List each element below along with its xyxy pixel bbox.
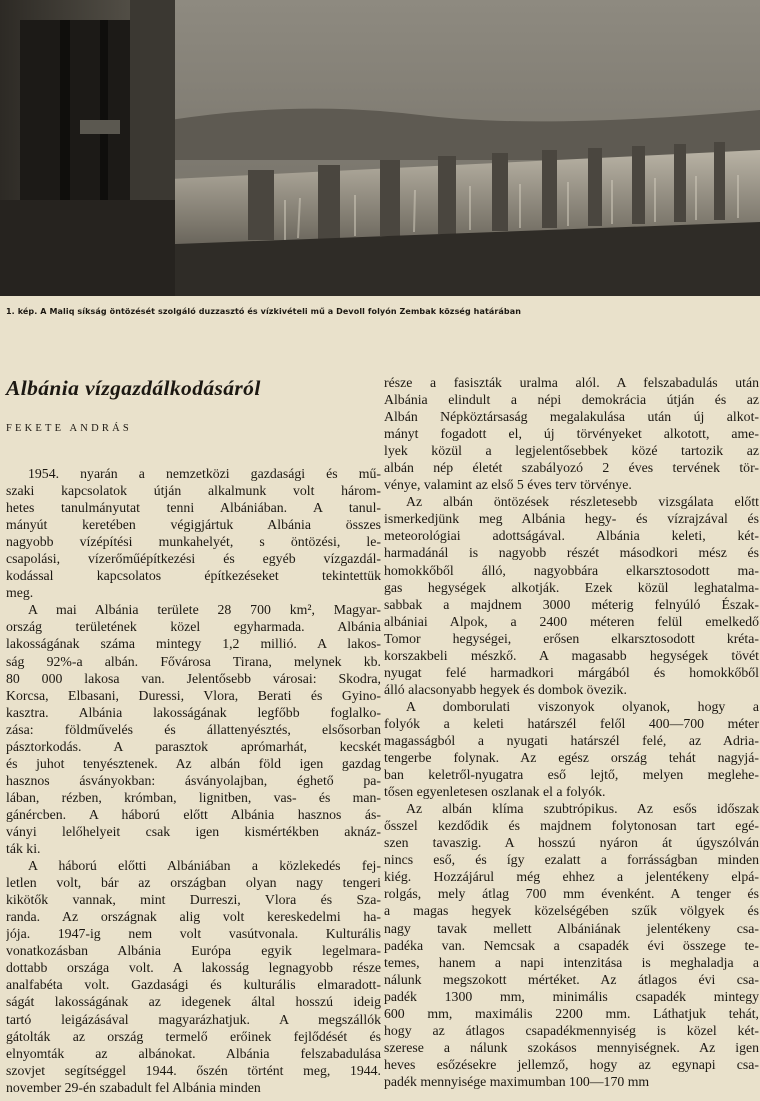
- text-line: mányút keretében végigjártuk Albánia összes: [6, 517, 381, 533]
- dam-photo: [0, 0, 760, 296]
- text-line: gas hegységek alkotják. Ezek közül leghatalma-: [384, 579, 759, 595]
- text-line: analfabéta volt. Gazdasági és kulturális elmaradott-: [6, 977, 381, 993]
- text-line: 600 mm, maximális 2200 mm. Láthatjuk tehát,: [384, 1005, 759, 1021]
- text-line: tősen egyenletesen oszlanak el a folyók.: [384, 784, 606, 800]
- paragraph: [384, 374, 759, 493]
- text-line: tartó leigázásával magyarázhatjuk. A megszállók: [6, 1011, 381, 1027]
- text-line: dottabb országa volt. A lakosság legnagyobb része: [6, 960, 381, 976]
- text-line: kodással kapcsolatos építkezéseket tekintettük: [6, 568, 381, 584]
- text-line: kikötők vannak, mint Durreszi, Vlora és Sza-: [6, 892, 381, 908]
- text-line: álló alacsonyabb hegyek és dombok övezik.: [384, 681, 627, 697]
- text-line: szen tavaszig. A hosszú nyáron át úgyszólván: [384, 835, 759, 851]
- text-line: és juhot tenyésztenek. Az albán föld igen gazdag: [6, 755, 381, 771]
- text-line: nincs eső, és így ezalatt a forrásságban minden: [384, 852, 759, 868]
- text-line: nyugat felé harmadkori márgából és homokkőből: [384, 664, 759, 680]
- text-line: homokkőből álló, nagyobbára elkarsztosodott ma-: [384, 562, 759, 578]
- text-line: magasságból a nyugati határszél felé, az Adria-: [384, 732, 759, 748]
- text-line: ismerkedjünk meg Albánia hegy- és vízrajzával és: [384, 511, 759, 527]
- text-line: gánércben. A háború előtt Albánia hasznos ás-: [6, 806, 381, 822]
- text-line: albániai Alpok, a 2400 méteren felül emelkedő: [384, 613, 759, 629]
- text-line: rolgás, mely átlag 700 mm évenként. A tenger és: [384, 886, 759, 902]
- text-line: albán nép életét szabályozó 2 éves tervének tör-: [384, 460, 759, 476]
- text-line: szovjet segítséggel 1944. őszén történt meg, 1944.: [6, 1062, 381, 1078]
- text-line: nagyobb vízépítési munkahelyét, s öntözési, le-: [6, 534, 381, 550]
- paragraph: [384, 800, 759, 1090]
- paragraph: [6, 465, 381, 601]
- text-line: lakosságának száma mintegy 1,2 millió. A lakos-: [6, 636, 381, 652]
- text-line: csapolási, vízerőműépítkezési és egyéb vízgazdál-: [6, 551, 381, 567]
- text-line: nagy tavak mellett Albániának jelentékeny csa-: [384, 920, 759, 936]
- paragraph: [6, 601, 381, 857]
- text-line: meteorológiai adottságával. Albánia keleti, két-: [384, 528, 759, 544]
- text-line: lyek közül a legjelentősebbek közé tartozik az: [384, 443, 759, 459]
- text-line: ták ki.: [6, 841, 41, 857]
- text-line: randa. Az országnak alig volt kereskedelmi ha-: [6, 909, 381, 925]
- text-line: vénye, valamint az első 5 éves terv törvénye.: [384, 477, 632, 493]
- text-line: jója. 1947-ig nem volt vasútvonala. Kulturális: [6, 926, 381, 942]
- text-line: padék 1300 mm, minimális csapadék mintegy: [384, 988, 759, 1004]
- text-line: A háború előtti Albániában a közlekedés fej-: [28, 858, 381, 874]
- text-line: Albánia elindult a népi demokrácia útján és az: [384, 392, 759, 408]
- text-line: ország területének közel egyharmada. Albánia: [6, 619, 381, 635]
- article-title: Albánia vízgazdálkodásáról: [6, 376, 261, 400]
- text-line: 1954. nyarán a nemzetközi gazdasági és mű-: [28, 466, 381, 481]
- text-line: vonatkozásban Albánia Európa egyik legelmara-: [6, 943, 381, 959]
- text-line: szerese a nálunk szokásos mennyiségnek. Az igen: [384, 1039, 759, 1055]
- text-line: szaki kapcsolatok útján alkalmunk volt három-: [6, 483, 381, 499]
- text-line: Albán Népköztársaság megalakulása után új alkot-: [384, 409, 759, 425]
- text-line: ság 92%-a albán. Fővárosa Tirana, melynek kb.: [6, 653, 381, 669]
- text-line: folyók a keleti határszél felől 400—700 méter: [384, 715, 759, 731]
- text-line: lában, rézben, krómban, lignitben, vas- és man-: [6, 789, 381, 805]
- text-line: Az albán öntözések részletesebb vizsgálata előtt: [406, 494, 759, 510]
- text-line: tengerbe folynak. Az egész ország tehát nagyjá-: [384, 750, 759, 766]
- text-line: a magas hegyek közelségében szűk völgyek és: [384, 903, 759, 919]
- text-line: harmadánál is nagyobb részét másodkori mész és: [384, 545, 759, 561]
- text-line: padéka van. Nemcsak a csapadék évi összege te-: [384, 937, 759, 953]
- text-line: november 29-én szabadult fel Albánia minden: [6, 1079, 261, 1095]
- text-line: kasztra. Albánia lakosságának legfőbb foglalko-: [6, 704, 381, 720]
- text-line: nálunk megszokott mértéket. Az átlagos évi csa-: [384, 971, 759, 987]
- text-line: pásztorkodás. A parasztok aprómarhát, kecskét: [6, 738, 381, 754]
- right-column: [384, 374, 759, 1090]
- text-line: ban keletről-nyugatra eső lejtő, melyen meglehe-: [384, 767, 759, 783]
- paragraph: [384, 698, 759, 800]
- text-line: ságát lakosságának az idegenek által hosszú ideig: [6, 994, 381, 1010]
- article-author: FEKETE ANDRÁS: [6, 423, 132, 434]
- text-line: Tomor hegységei, erősen elkarsztosodott kréta-: [384, 630, 759, 646]
- text-line: elnyomták az albánokat. Albánia felszabadulása: [6, 1045, 381, 1061]
- text-line: hasznos ásványokban: ásványolajban, éghető pa-: [6, 772, 381, 788]
- left-column: [6, 465, 381, 1096]
- text-line: padék mennyisége maximumban 100—170 mm: [384, 1073, 650, 1089]
- figure-caption: 1. kép. A Maliq síkság öntözését szolgáló duzzasztó és vízkivételi mű a Devoll folyón Zembak község határában: [6, 307, 522, 316]
- paragraph: [384, 493, 759, 698]
- paragraph: [6, 857, 381, 1096]
- text-line: ványi lelőhelyeit csak igen kismértékben aknáz-: [6, 823, 381, 839]
- text-line: ősszel kezdődik és majdnem folytonosan tart egé-: [384, 818, 759, 834]
- text-line: mányt fogadott el, új törvényeket alkotott, ame-: [384, 426, 759, 442]
- text-line: 80 000 lakosa van. Jelentősebb városai: Skodra,: [6, 670, 381, 686]
- text-line: temes, hanem a napi intenzitása is meghaladja a: [384, 954, 759, 970]
- text-line: zása: földművelés és állattenyésztés, elsősorban: [6, 721, 381, 737]
- text-line: sabbak a majdnem 3000 méterig felnyúló Észak-: [384, 596, 759, 612]
- text-line: korszakbeli mészkő. A magasabb hegységek tövét: [384, 647, 759, 663]
- dam-photo-illustration: [0, 0, 760, 296]
- text-line: gátolták az ország termelő erőinek fejlődését és: [6, 1028, 381, 1044]
- text-line: A mai Albánia területe 28 700 km², Magyar-: [28, 602, 381, 618]
- text-line: heves esőzésekre jellemző, hogy az egynapi csa-: [384, 1056, 759, 1072]
- text-line: hetes tanulmányutat tenni Albániában. A tanul-: [6, 500, 381, 516]
- text-line: Az albán klíma szubtrópikus. Az esős időszak: [406, 801, 759, 817]
- text-line: Korcsa, Elbasani, Duressi, Vlora, Berati és Gyino-: [6, 687, 381, 703]
- text-line: A domborulati viszonyok olyanok, hogy a: [406, 698, 759, 714]
- text-line: része a fasiszták uralma alól. A felszabadulás után: [384, 375, 759, 390]
- text-line: letlen volt, bár az országban olyan nagy tengeri: [6, 875, 381, 891]
- text-line: kiég. Hozzájárul még ehhez a jelentékeny elpá-: [384, 869, 759, 885]
- text-line: meg.: [6, 585, 34, 601]
- text-line: hogy az átlagos csapadékmennyiség is közel két-: [384, 1022, 759, 1038]
